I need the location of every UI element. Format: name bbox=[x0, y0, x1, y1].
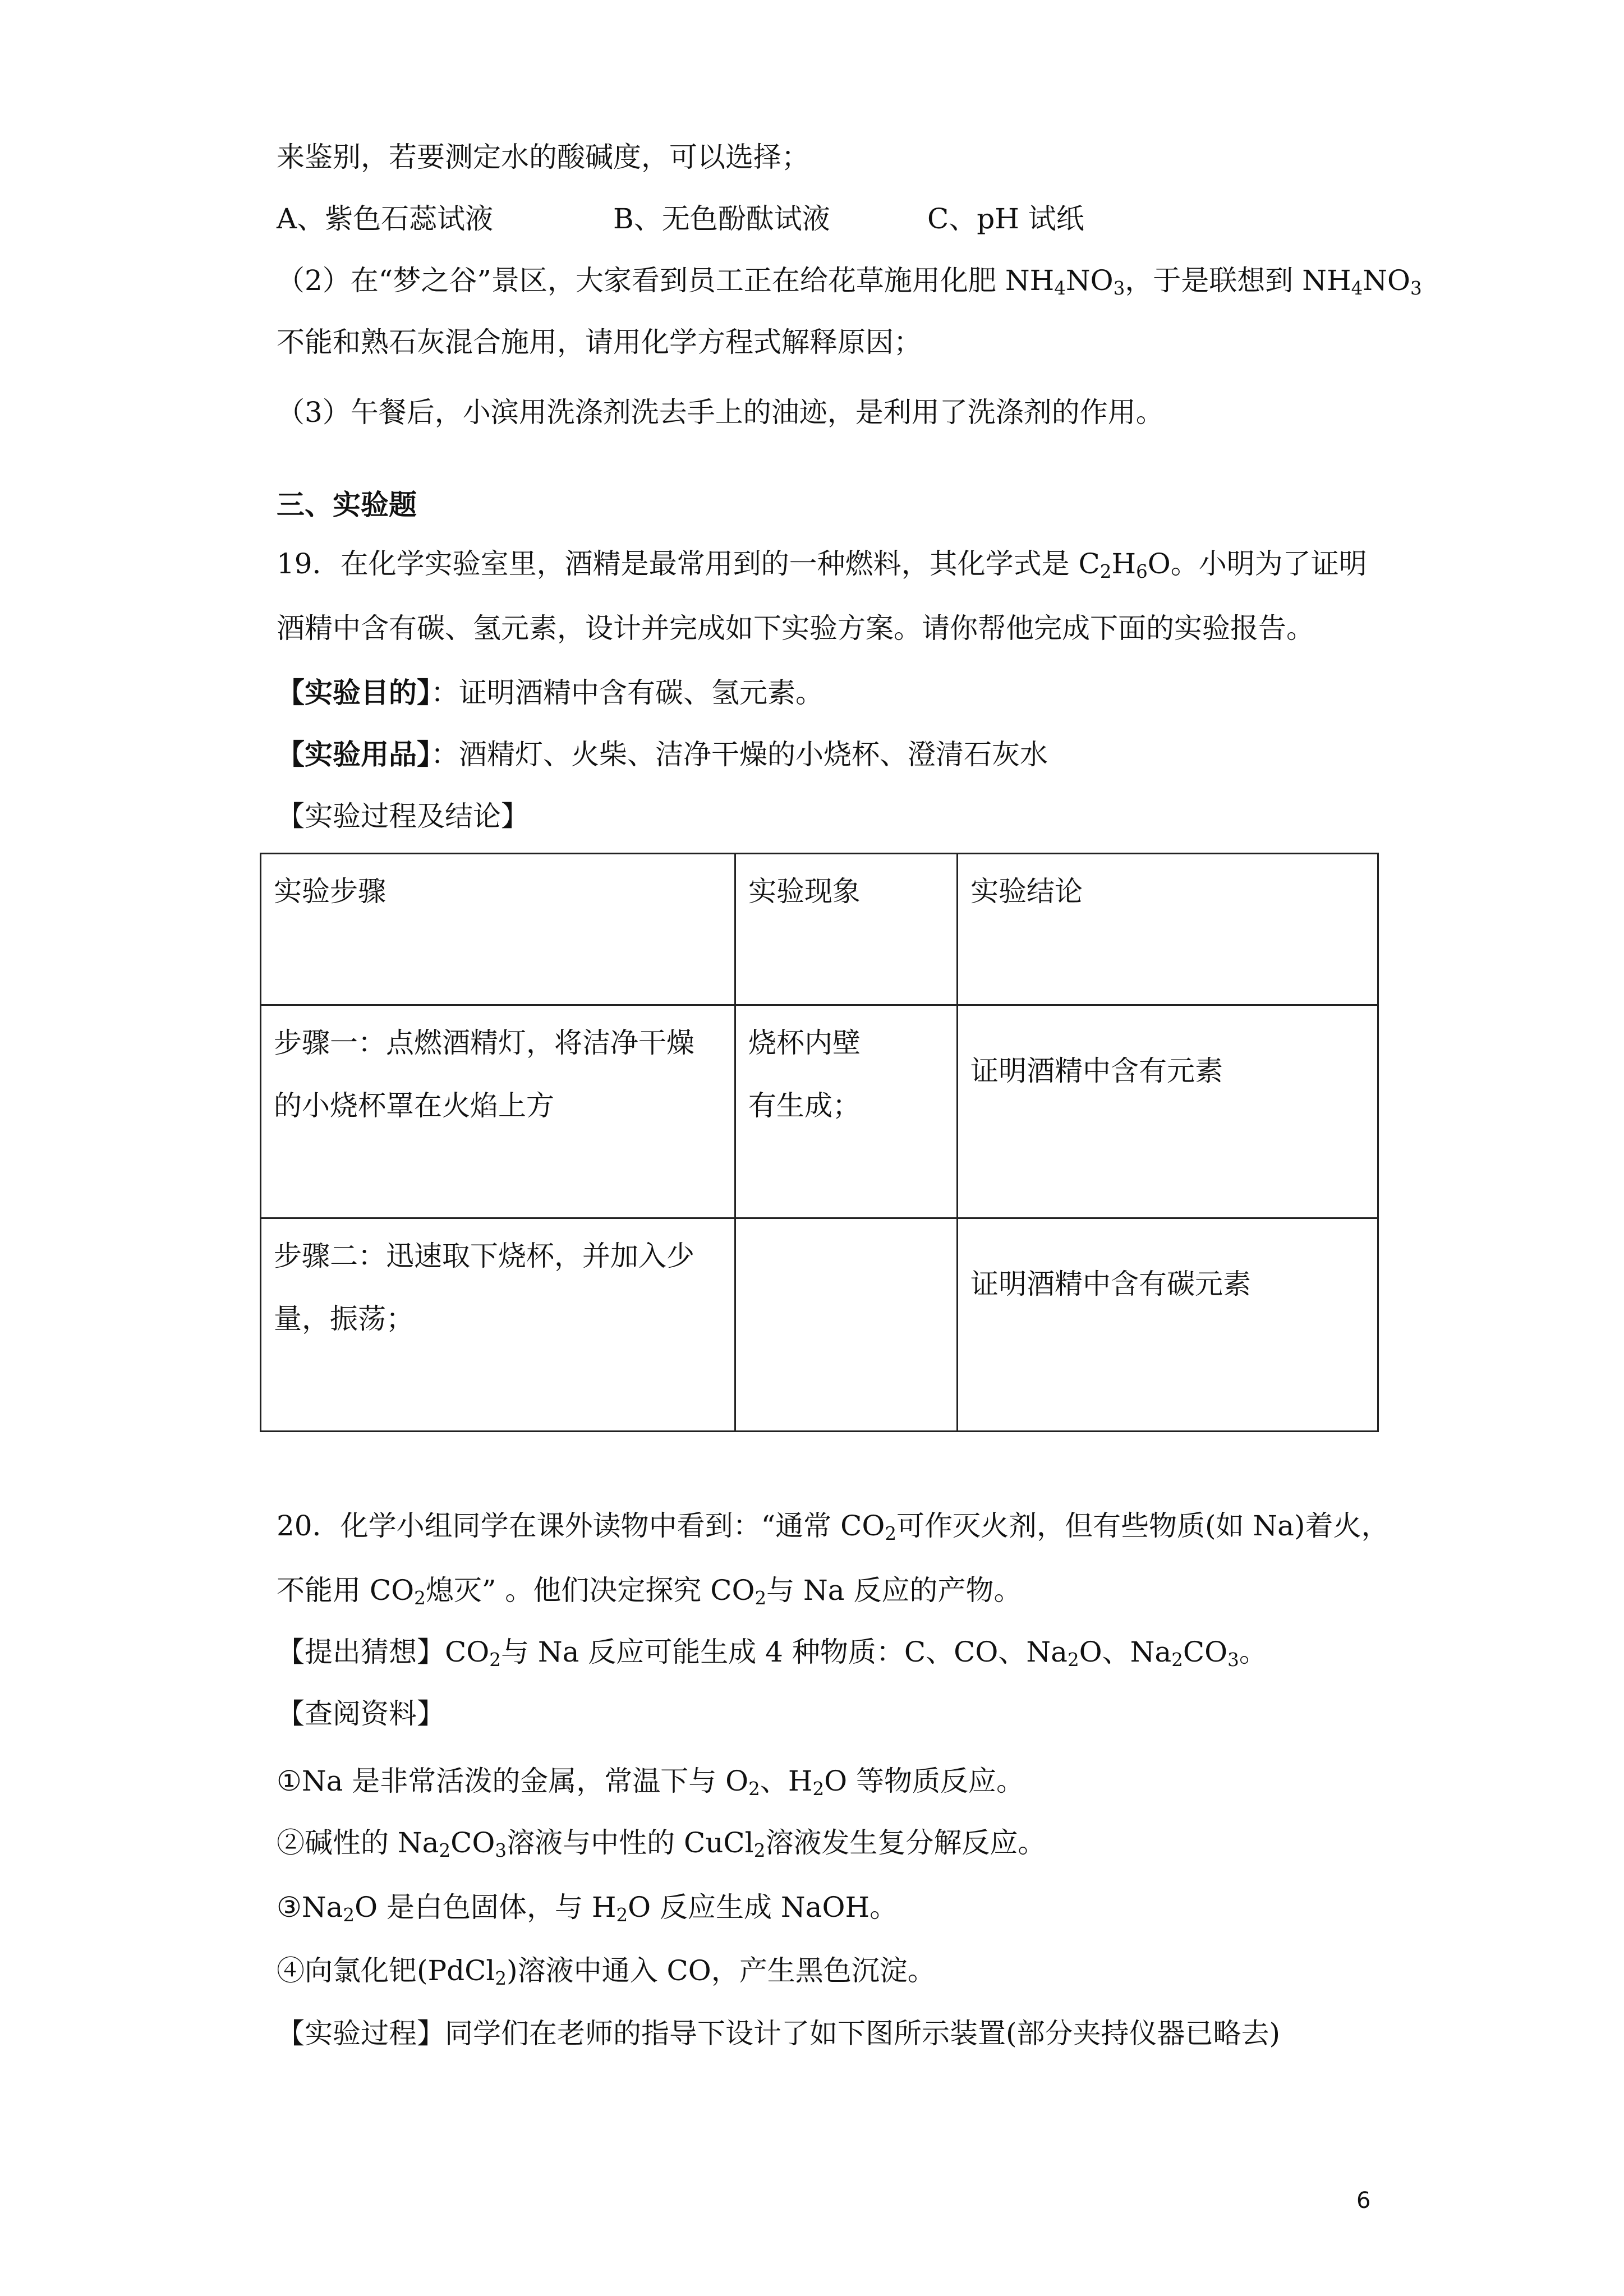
q20-ref1: ①Na 是非常活泼的金属，常温下与 $O_2$、$H_2O$ 等物质反应。 bbox=[277, 1765, 1025, 1800]
q20-ref3: $③Na_2O$ 是白色固体，与 $H_2O$ 反应生成 NaOH。 bbox=[277, 1891, 898, 1926]
table-row bbox=[261, 1218, 1378, 1432]
experiment-report-table bbox=[260, 853, 1379, 1432]
q19-purpose: 【实验目的】：证明酒精中含有碳、氢元素。 bbox=[277, 676, 823, 709]
q18-part3: （3）午餐后，小滨用洗涤剂洗去手上的油迹，是利用了洗涤剂的作用。 bbox=[277, 396, 1164, 429]
step-cell: 步骤一：点燃酒精灯，将洁净干燥 的小烧杯罩在火焰上方 bbox=[261, 1005, 735, 1218]
option-b: B、无色酚酞试液 bbox=[613, 203, 830, 235]
q20-hypothesis: 【提出猜想】$CO_2$与 Na 反应可能生成 4 种物质：C、CO、$Na_2O$、$Na_2CO_3$。 bbox=[277, 1636, 1267, 1671]
q19-line1: 19．在化学实验室里，酒精是最常用到的一种燃料，其化学式是 $C_2H_6O$。小明为了证明 bbox=[277, 547, 1367, 583]
header-step: 实验步骤 bbox=[261, 854, 735, 1005]
q19-process-label: 【实验过程及结论】 bbox=[277, 800, 529, 832]
header-phenomenon: 实验现象 bbox=[735, 854, 958, 1005]
q20-ref2: ②碱性的 $Na_2CO_3$溶液与中性的 CuCl$_2$溶液发生复分解反应。 bbox=[277, 1826, 1046, 1862]
q18-part2-line2: 不能和熟石灰混合施用，请用化学方程式解释原因； bbox=[277, 326, 922, 358]
q20-line1: 20．化学小组同学在课外读物中看到：“通常 $CO_2$可作灭火剂，但有些物质(如 Na)着火， bbox=[277, 1510, 1390, 1545]
q19-materials: 【实验用品】：酒精灯、火柴、洁净干燥的小烧杯、澄清石灰水 bbox=[277, 738, 1048, 771]
option-c: C、pH 试纸 bbox=[927, 203, 1084, 235]
q20-ref4: ④向氯化钯(PdCl$_2$)溶液中通入 CO，产生黑色沉淀。 bbox=[277, 1954, 936, 1990]
option-a: A、紫色石蕊试液 bbox=[277, 203, 494, 235]
section-title: 三、实验题 bbox=[277, 488, 417, 521]
q19-line2: 酒精中含有碳、氢元素，设计并完成如下实验方案。请你帮他完成下面的实验报告。 bbox=[277, 612, 1314, 645]
page-number: 6 bbox=[1356, 2188, 1371, 2214]
q20-line2: 不能用 $CO_2$熄灭” 。他们决定探究 $CO_2$与 Na 反应的产物。 bbox=[277, 1574, 1022, 1609]
header-conclusion: 实验结论 bbox=[958, 854, 1378, 1005]
q20-reference-label: 【查阅资料】 bbox=[277, 1697, 445, 1730]
table-row bbox=[261, 1005, 1378, 1218]
table-header-row bbox=[261, 854, 1378, 1005]
conclusion-cell: 证明酒精中含有碳元素 bbox=[958, 1218, 1378, 1432]
q18-options bbox=[277, 199, 1084, 238]
phenomenon-cell: 烧杯内壁 有生成； bbox=[735, 1005, 958, 1218]
step-cell: 步骤二：迅速取下烧杯，并加入少 量，振荡； bbox=[261, 1218, 735, 1432]
phenomenon-cell bbox=[735, 1218, 958, 1432]
q18-line1: 来鉴别，若要测定水的酸碱度，可以选择； bbox=[277, 141, 809, 173]
conclusion-cell: 证明酒精中含有元素 bbox=[958, 1005, 1378, 1218]
q20-process: 【实验过程】同学们在老师的指导下设计了如下图所示装置(部分夹持仪器已略去) bbox=[277, 2017, 1281, 2050]
q18-part2: （2）在“梦之谷”景区，大家看到员工正在给花草施用化肥 $NH_4NO_3$，于是联想到 $NH_4NO_3$ bbox=[277, 264, 1422, 300]
